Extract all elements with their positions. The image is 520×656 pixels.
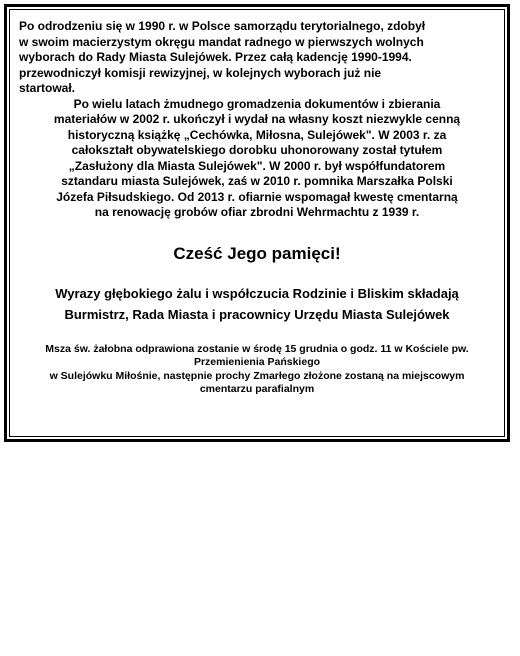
obituary-frame [4, 4, 510, 442]
bio-line: Józefa Piłsudskiego. Od 2013 r. ofiarnie wspomagał kwestę cmentarną [56, 189, 458, 204]
bio-line: startował. [19, 81, 76, 95]
bio-line: w swoim macierzystym okręgu mandat radnego w pierwszych wolnych [19, 34, 424, 49]
bio-line: na renowację grobów ofiar zbrodni Wehrmachtu z 1939 r. [94, 205, 420, 219]
bio-line: materiałów w 2002 r. ukończył i wydał na własny koszt niezwykle cenną [53, 112, 461, 126]
bio-line: sztandaru miasta Sulejówek, zaś w 2010 r. pomnika Marszałka Polski [61, 174, 453, 188]
bio-line: „Zasłużony dla Miasta Sulejówek". W 2000 r. był współfundatorem [68, 158, 446, 173]
bio-line: całokształt obywatelskiego dorobku uhonorowany został tytułem [71, 143, 443, 157]
mass-line: w Sulejówku Miłośnie, następnie prochy Zmarłego złożone zostaną na miejscowym [49, 369, 465, 382]
bio-line: przewodniczył komisji rewizyjnej, w kolejnych wyborach już nie [19, 65, 382, 80]
biography-paragraph-1 [19, 19, 495, 97]
obituary-content [11, 11, 503, 397]
funeral-mass-notice [19, 343, 495, 397]
bio-line: wyborach do Rady Miasta Sulejówek. Przez całą kadencję 1990-1994. [19, 50, 412, 64]
bio-line: Po wielu latach żmudnego gromadzenia dokumentów i zbierania [73, 96, 441, 111]
mass-line: Msza św. żałobna odprawiona zostanie w środę 15 grudnia o godz. 11 w Kościele pw. [45, 342, 469, 355]
condolence-line: Burmistrz, Rada Miasta i pracownicy Urzędu Miasta Sulejówek [64, 306, 450, 322]
mass-line: Przemienienia Pańskiego [193, 356, 321, 368]
mass-line: cmentarzu parafialnym [199, 383, 315, 395]
biography-paragraph-2 [19, 97, 495, 221]
condolence-text [19, 283, 495, 325]
bio-line: historyczną książkę „Cechówka, Miłosna, Sulejówek". W 2003 r. za [67, 127, 447, 142]
honor-heading: Cześć Jego pamięci! [173, 243, 341, 263]
bio-line: Po odrodzeniu się w 1990 r. w Polsce samorządu terytorialnego, zdobył [19, 19, 426, 33]
condolence-line: Wyrazy głębokiego żalu i współczucia Rodzinie i Bliskim składają [55, 285, 459, 301]
